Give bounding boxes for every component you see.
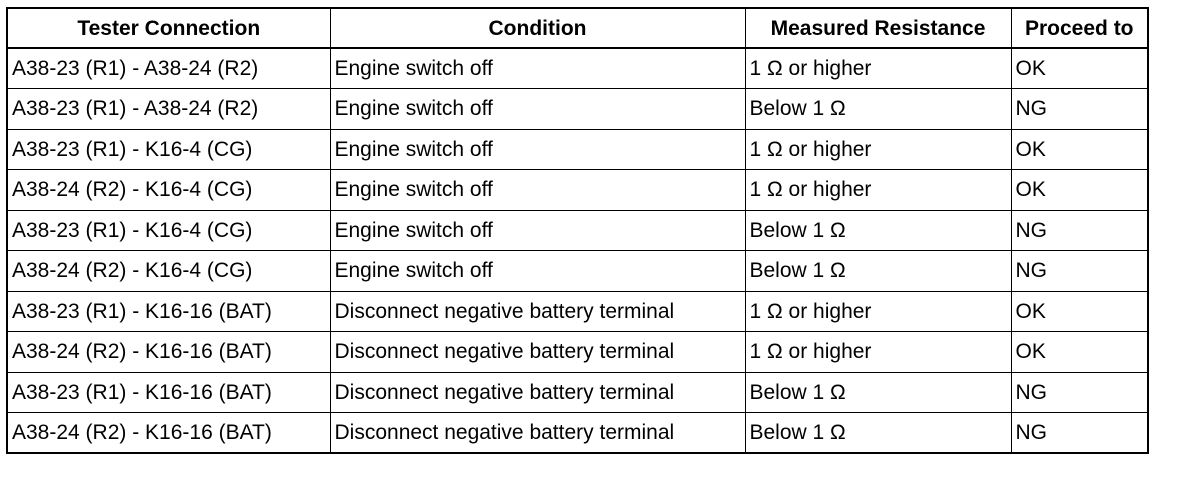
cell-proceed-to: NG bbox=[1011, 89, 1148, 130]
table-row bbox=[7, 129, 1148, 170]
cell-tester-connection: A38-23 (R1) - K16-16 (BAT) bbox=[7, 291, 330, 332]
cell-measured-resistance: Below 1 Ω bbox=[745, 372, 1011, 413]
cell-proceed-to: OK bbox=[1011, 291, 1148, 332]
cell-measured-resistance: 1 Ω or higher bbox=[745, 170, 1011, 211]
cell-proceed-to: OK bbox=[1011, 332, 1148, 373]
table-row bbox=[7, 251, 1148, 292]
cell-tester-connection: A38-23 (R1) - A38-24 (R2) bbox=[7, 48, 330, 89]
cell-condition: Engine switch off bbox=[330, 210, 745, 251]
cell-proceed-to: NG bbox=[1011, 251, 1148, 292]
cell-tester-connection: A38-23 (R1) - A38-24 (R2) bbox=[7, 89, 330, 130]
table-row bbox=[7, 291, 1148, 332]
cell-measured-resistance: 1 Ω or higher bbox=[745, 129, 1011, 170]
cell-condition: Disconnect negative battery terminal bbox=[330, 332, 745, 373]
table-row bbox=[7, 332, 1148, 373]
cell-condition: Disconnect negative battery terminal bbox=[330, 372, 745, 413]
header-proceed-to: Proceed to bbox=[1011, 8, 1148, 48]
table-row bbox=[7, 89, 1148, 130]
table-row bbox=[7, 210, 1148, 251]
cell-tester-connection: A38-23 (R1) - K16-4 (CG) bbox=[7, 210, 330, 251]
cell-tester-connection: A38-24 (R2) - K16-16 (BAT) bbox=[7, 332, 330, 373]
header-measured-resistance: Measured Resistance bbox=[745, 8, 1011, 48]
cell-measured-resistance: 1 Ω or higher bbox=[745, 48, 1011, 89]
cell-measured-resistance: Below 1 Ω bbox=[745, 413, 1011, 454]
cell-tester-connection: A38-24 (R2) - K16-4 (CG) bbox=[7, 170, 330, 211]
cell-condition: Engine switch off bbox=[330, 89, 745, 130]
resistance-check-table bbox=[6, 7, 1149, 454]
cell-proceed-to: OK bbox=[1011, 170, 1148, 211]
cell-tester-connection: A38-23 (R1) - K16-4 (CG) bbox=[7, 129, 330, 170]
cell-measured-resistance: Below 1 Ω bbox=[745, 251, 1011, 292]
cell-condition: Engine switch off bbox=[330, 48, 745, 89]
cell-measured-resistance: Below 1 Ω bbox=[745, 89, 1011, 130]
header-row bbox=[7, 8, 1148, 48]
cell-tester-connection: A38-24 (R2) - K16-4 (CG) bbox=[7, 251, 330, 292]
cell-measured-resistance: Below 1 Ω bbox=[745, 210, 1011, 251]
cell-condition: Engine switch off bbox=[330, 129, 745, 170]
cell-proceed-to: NG bbox=[1011, 210, 1148, 251]
cell-proceed-to: OK bbox=[1011, 48, 1148, 89]
table-row bbox=[7, 170, 1148, 211]
header-condition: Condition bbox=[330, 8, 745, 48]
header-tester-connection: Tester Connection bbox=[7, 8, 330, 48]
cell-condition: Engine switch off bbox=[330, 251, 745, 292]
cell-measured-resistance: 1 Ω or higher bbox=[745, 291, 1011, 332]
cell-proceed-to: NG bbox=[1011, 372, 1148, 413]
cell-proceed-to: OK bbox=[1011, 129, 1148, 170]
table-row bbox=[7, 372, 1148, 413]
cell-condition: Disconnect negative battery terminal bbox=[330, 291, 745, 332]
cell-tester-connection: A38-23 (R1) - K16-16 (BAT) bbox=[7, 372, 330, 413]
resistance-table-container bbox=[6, 7, 1149, 454]
table-row bbox=[7, 48, 1148, 89]
table-row bbox=[7, 413, 1148, 454]
cell-condition: Disconnect negative battery terminal bbox=[330, 413, 745, 454]
cell-proceed-to: NG bbox=[1011, 413, 1148, 454]
cell-measured-resistance: 1 Ω or higher bbox=[745, 332, 1011, 373]
cell-tester-connection: A38-24 (R2) - K16-16 (BAT) bbox=[7, 413, 330, 454]
cell-condition: Engine switch off bbox=[330, 170, 745, 211]
